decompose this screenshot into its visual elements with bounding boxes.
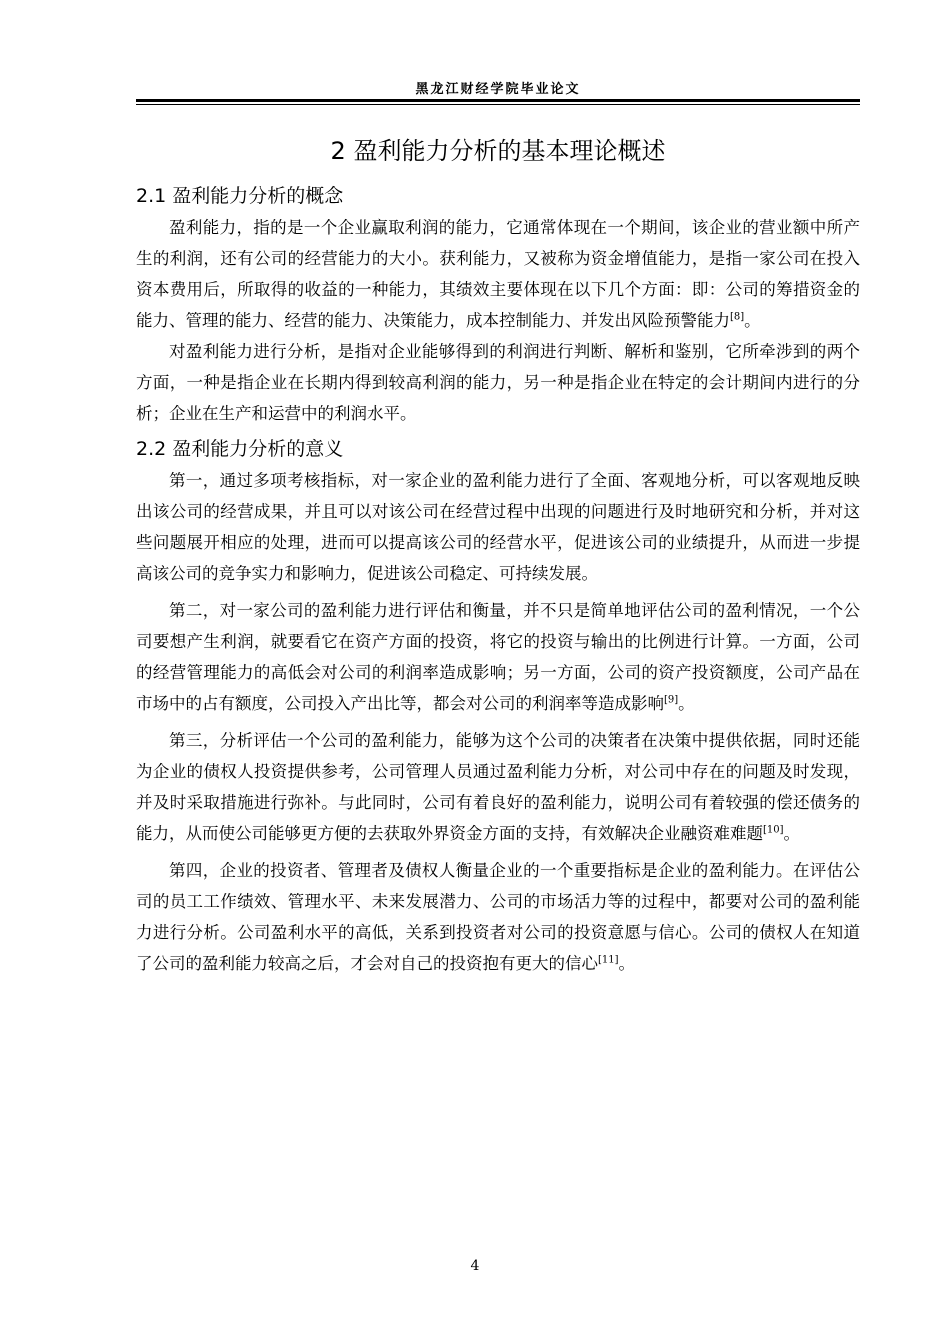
paragraph-text: 对盈利能力进行分析，是指对企业能够得到的利润进行判断、解析和鉴别，它所牵涉到的两个方面，一种是指企业在长期内得到较高利润的能力，另一种是指企业在特定的会计期间内进行的分析；企业在生产和运营中的利润水平。 xyxy=(136,342,860,423)
header-rule xyxy=(136,99,860,102)
paragraph-text: 第二，对一家公司的盈利能力进行评估和衡量，并不只是简单地评估公司的盈利情况，一个公司要想产生利润，就要看它在资产方面的投资，将它的投资与输出的比例进行计算。一方面，公司的经营管理能力的高低会对公司的利润率造成影响；另一方面，公司的资产投资额度，公司产品在市场中的占有额度，公司投入产出比等，都会对公司的利润率等造成影响 xyxy=(136,601,860,713)
paragraph-tail: 。 xyxy=(618,954,636,973)
paragraph xyxy=(136,336,860,429)
header-rule-thin xyxy=(136,104,860,105)
paragraph xyxy=(136,725,860,849)
citation-ref: [8] xyxy=(730,311,745,323)
paragraph xyxy=(136,855,860,979)
paragraph-text: 第三，分析评估一个公司的盈利能力，能够为这个公司的决策者在决策中提供依据，同时还能为企业的债权人投资提供参考，公司管理人员通过盈利能力分析，对公司中存在的问题及时发现，并及时采取措施进行弥补。与此同时，公司有着良好的盈利能力，说明公司有着较强的偿还债务的能力，从而使公司能够更方便的去获取外界资金方面的支持，有效解决企业融资难难题 xyxy=(136,731,860,843)
citation-ref: [11] xyxy=(598,954,619,966)
section-heading: 2.2 盈利能力分析的意义 xyxy=(136,438,344,460)
citation-ref: [10] xyxy=(763,824,784,836)
page-number: 4 xyxy=(470,1258,480,1274)
citation-ref: [9] xyxy=(664,694,679,706)
paragraph xyxy=(136,212,860,336)
paragraph xyxy=(136,595,860,719)
paragraph-tail: 。 xyxy=(744,311,761,330)
paragraph xyxy=(136,465,860,589)
chapter-title: 2 盈利能力分析的基本理论概述 xyxy=(330,137,666,165)
paragraph-text: 盈利能力，指的是一个企业赢取利润的能力，它通常体现在一个期间，该企业的营业额中所产生的利润，还有公司的经营能力的大小。获利能力，又被称为资金增值能力，是指一家公司在投入资本费用后，所取得的收益的一种能力，其绩效主要体现在以下几个方面：即：公司的筹措资金的能力、管理的能力、经营的能力、决策能力，成本控制能力、并发出风险预警能力 xyxy=(136,218,860,330)
paragraph-text: 第四，企业的投资者、管理者及债权人衡量企业的一个重要指标是企业的盈利能力。在评估公司的员工工作绩效、管理水平、未来发展潜力、公司的市场活力等的过程中，都要对公司的盈利能力进行分析。公司盈利水平的高低，关系到投资者对公司的投资意愿与信心。公司的债权人在知道了公司的盈利能力较高之后，才会对自己的投资抱有更大的信心 xyxy=(136,861,860,973)
running-header: 黑龙江财经学院毕业论文 xyxy=(415,82,581,97)
paragraph-tail: 。 xyxy=(783,824,801,843)
paragraph-text: 第一，通过多项考核指标，对一家企业的盈利能力进行了全面、客观地分析，可以客观地反映出该公司的经营成果，并且可以对该公司在经营过程中出现的问题进行及时地研究和分析，并对这些问题展开相应的处理，进而可以提高该公司的经营水平，促进该公司的业绩提升，从而进一步提高该公司的竞争实力和影响力，促进该公司稳定、可持续发展。 xyxy=(136,471,860,583)
page-body xyxy=(136,128,860,979)
paragraph-tail: 。 xyxy=(678,694,695,713)
section-heading: 2.1 盈利能力分析的概念 xyxy=(136,185,344,207)
